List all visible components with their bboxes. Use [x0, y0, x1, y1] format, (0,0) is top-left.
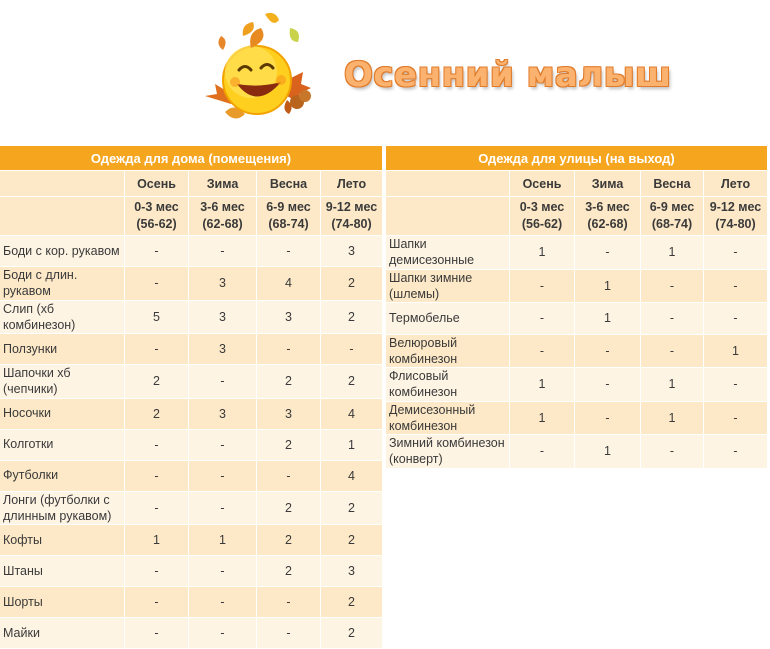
age-range: 3-6 мес [585, 200, 630, 215]
quantity-cell: - [125, 430, 189, 461]
quantity-cell: 1 [321, 430, 383, 461]
quantity-cell: - [575, 236, 641, 270]
quantity-cell: 1 [641, 368, 704, 402]
table-row [386, 236, 768, 270]
quantity-cell: 4 [321, 461, 383, 492]
autumn-sun-mascot-icon [195, 8, 320, 133]
quantity-cell: 2 [321, 525, 383, 556]
table-row [0, 365, 383, 399]
season-header: Лето [321, 171, 383, 197]
age-header [321, 197, 383, 236]
age-range: 0-3 мес [519, 200, 565, 215]
table-row [0, 334, 383, 365]
table-row [386, 435, 768, 469]
street-table-body [386, 236, 768, 469]
table-row [0, 301, 383, 335]
quantity-cell: - [125, 587, 189, 618]
quantity-cell: 1 [189, 525, 257, 556]
table-row [386, 270, 768, 304]
quantity-cell: - [641, 435, 704, 469]
quantity-cell: - [641, 270, 704, 304]
quantity-cell: - [125, 461, 189, 492]
quantity-cell: 1 [641, 402, 704, 436]
quantity-cell: 2 [257, 430, 321, 461]
quantity-cell: - [510, 303, 575, 335]
item-name-cell: Боди с длин. рукавом [0, 267, 125, 301]
size-range: (56-62) [136, 217, 177, 231]
quantity-cell: 3 [189, 334, 257, 365]
quantity-cell: - [125, 334, 189, 365]
home-table-body [0, 236, 383, 649]
size-range: (62-68) [202, 217, 243, 231]
quantity-cell: - [189, 492, 257, 526]
item-name-cell: Кофты [0, 525, 125, 556]
size-range: (68-74) [268, 217, 309, 231]
quantity-cell: - [704, 270, 768, 304]
season-header: Весна [257, 171, 321, 197]
table-row [386, 368, 768, 402]
home-table-caption: Одежда для дома (помещения) [0, 146, 383, 171]
quantity-cell: - [704, 402, 768, 436]
quantity-cell: 2 [321, 301, 383, 335]
item-name-cell: Носочки [0, 399, 125, 430]
quantity-cell: - [189, 236, 257, 267]
age-header [575, 197, 641, 236]
quantity-cell: 4 [257, 267, 321, 301]
quantity-cell: 3 [257, 399, 321, 430]
item-name-cell: Шапки демисезонные [386, 236, 510, 270]
quantity-cell: 2 [321, 618, 383, 649]
quantity-cell: - [125, 618, 189, 649]
season-header-row [0, 171, 383, 197]
quantity-cell: 4 [321, 399, 383, 430]
quantity-cell: - [704, 303, 768, 335]
table-row [0, 267, 383, 301]
age-header-row [386, 197, 768, 236]
quantity-cell: 2 [125, 365, 189, 399]
quantity-cell: - [510, 270, 575, 304]
quantity-cell: 1 [510, 236, 575, 270]
quantity-cell: 2 [321, 492, 383, 526]
age-range: 6-9 мес [266, 200, 311, 215]
size-range: (62-68) [587, 217, 628, 231]
table-row [0, 461, 383, 492]
age-header [125, 197, 189, 236]
page-title: Осенний малыш [344, 55, 672, 95]
blank-header-cell [386, 171, 510, 197]
quantity-cell: - [189, 587, 257, 618]
quantity-cell: - [125, 492, 189, 526]
season-header: Весна [641, 171, 704, 197]
item-name-cell: Флисовый комбинезон [386, 368, 510, 402]
table-row [0, 556, 383, 587]
quantity-cell: 3 [189, 301, 257, 335]
item-name-cell: Лонги (футболки с длинным рукавом) [0, 492, 125, 526]
size-range: (74-80) [331, 217, 372, 231]
quantity-cell: - [575, 402, 641, 436]
blank-header-cell [0, 171, 125, 197]
quantity-cell: 2 [125, 399, 189, 430]
age-range: 6-9 мес [649, 200, 695, 215]
item-name-cell: Слип (хб комбинезон) [0, 301, 125, 335]
size-range: (56-62) [521, 217, 563, 231]
quantity-cell: - [704, 368, 768, 402]
quantity-cell: 2 [321, 365, 383, 399]
item-name-cell: Боди с кор. рукавом [0, 236, 125, 267]
quantity-cell: 3 [189, 267, 257, 301]
quantity-cell: - [189, 430, 257, 461]
quantity-cell: 5 [125, 301, 189, 335]
item-name-cell: Зимний комбинезон (конверт) [386, 435, 510, 469]
item-name-cell: Колготки [0, 430, 125, 461]
quantity-cell: - [189, 618, 257, 649]
season-header: Лето [704, 171, 768, 197]
age-header [510, 197, 575, 236]
size-range: (74-80) [715, 217, 756, 231]
street-table-caption: Одежда для улицы (на выход) [386, 146, 768, 171]
quantity-cell: 2 [257, 525, 321, 556]
quantity-cell: - [257, 334, 321, 365]
age-header [641, 197, 704, 236]
street-clothes-table [386, 146, 768, 469]
season-header: Осень [125, 171, 189, 197]
item-name-cell: Футболки [0, 461, 125, 492]
quantity-cell: - [125, 236, 189, 267]
season-header: Осень [510, 171, 575, 197]
age-range: 0-3 мес [134, 200, 179, 215]
size-range: (68-74) [651, 217, 693, 231]
table-row [0, 525, 383, 556]
quantity-cell: - [189, 365, 257, 399]
table-row [0, 492, 383, 526]
quantity-cell: - [125, 267, 189, 301]
table-row [386, 335, 768, 369]
quantity-cell: - [321, 334, 383, 365]
home-clothes-table [0, 146, 383, 649]
quantity-cell: - [510, 335, 575, 369]
season-header: Зима [575, 171, 641, 197]
quantity-cell: - [704, 236, 768, 270]
table-row [0, 430, 383, 461]
table-row [386, 402, 768, 436]
quantity-cell: 2 [257, 492, 321, 526]
quantity-cell: 3 [321, 556, 383, 587]
age-range: 9-12 мес [325, 200, 378, 215]
quantity-cell: - [257, 236, 321, 267]
quantity-cell: - [125, 556, 189, 587]
item-name-cell: Шапочки хб (чепчики) [0, 365, 125, 399]
quantity-cell: - [189, 461, 257, 492]
quantity-cell: - [189, 556, 257, 587]
quantity-cell: 1 [510, 402, 575, 436]
item-name-cell: Ползунки [0, 334, 125, 365]
quantity-cell: - [257, 461, 321, 492]
quantity-cell: - [575, 335, 641, 369]
quantity-cell: - [575, 368, 641, 402]
quantity-cell: 3 [257, 301, 321, 335]
age-header [257, 197, 321, 236]
quantity-cell: - [257, 618, 321, 649]
item-name-cell: Шорты [0, 587, 125, 618]
age-header [189, 197, 257, 236]
quantity-cell: 2 [321, 587, 383, 618]
age-header [704, 197, 768, 236]
quantity-cell: - [641, 335, 704, 369]
quantity-cell: 1 [704, 335, 768, 369]
item-name-cell: Штаны [0, 556, 125, 587]
item-name-cell: Майки [0, 618, 125, 649]
blank-header-cell [0, 197, 125, 236]
quantity-cell: 1 [575, 435, 641, 469]
table-row [0, 236, 383, 267]
table-row [0, 618, 383, 649]
item-name-cell: Демисезонный комбинезон [386, 402, 510, 436]
quantity-cell: 2 [257, 365, 321, 399]
item-name-cell: Велюровый комбинезон [386, 335, 510, 369]
quantity-cell: 1 [575, 303, 641, 335]
quantity-cell: 3 [321, 236, 383, 267]
quantity-cell: - [704, 435, 768, 469]
season-header-row [386, 171, 768, 197]
blank-header-cell [386, 197, 510, 236]
age-header-row [0, 197, 383, 236]
quantity-cell: 1 [125, 525, 189, 556]
table-row [0, 587, 383, 618]
quantity-cell: - [641, 303, 704, 335]
quantity-cell: - [510, 435, 575, 469]
quantity-cell: - [257, 587, 321, 618]
item-name-cell: Шапки зимние (шлемы) [386, 270, 510, 304]
quantity-cell: 2 [321, 267, 383, 301]
quantity-cell: 2 [257, 556, 321, 587]
item-name-cell: Термобелье [386, 303, 510, 335]
quantity-cell: 3 [189, 399, 257, 430]
season-header: Зима [189, 171, 257, 197]
table-row [386, 303, 768, 335]
table-row [0, 399, 383, 430]
quantity-cell: 1 [510, 368, 575, 402]
page-header [0, 0, 770, 140]
age-range: 9-12 мес [709, 200, 762, 215]
quantity-cell: 1 [575, 270, 641, 304]
age-range: 3-6 мес [200, 200, 245, 215]
quantity-cell: 1 [641, 236, 704, 270]
